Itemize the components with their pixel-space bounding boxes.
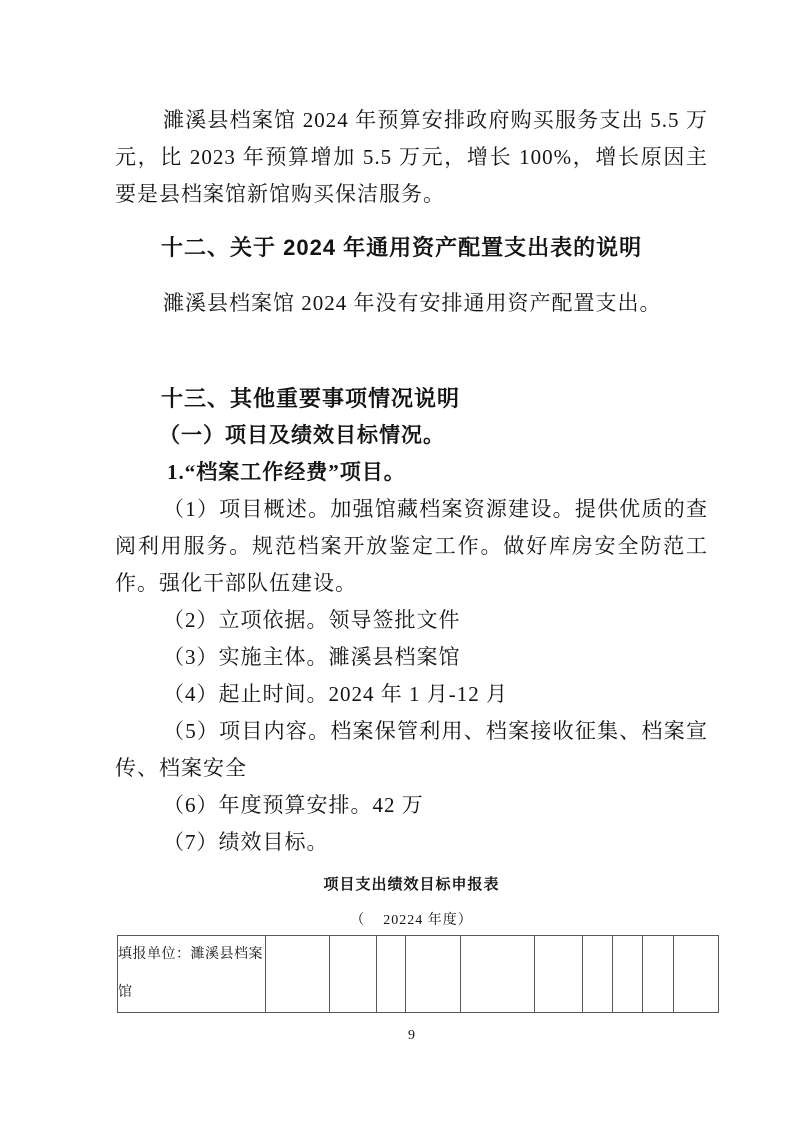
- table-cell-empty: [461, 936, 535, 1013]
- declaration-table-year-caption: （ 20224 年度）: [350, 913, 473, 928]
- table-cell-empty: [330, 936, 377, 1013]
- table-cell-empty: [406, 936, 461, 1013]
- table-cell-filler-unit: 填报单位：濉溪县档案馆: [118, 936, 266, 1013]
- table-cell-empty: [377, 936, 406, 1013]
- table-cell-empty: [643, 936, 674, 1013]
- subheading-project-performance: （一）项目及绩效目标情况。: [159, 423, 445, 447]
- project-item-content: （5）项目内容。档案保管利用、档案接收征集、档案宣传、档案安全: [115, 719, 708, 780]
- project-item-overview: （1）项目概述。加强馆藏档案资源建设。提供优质的查阅利用服务。规范档案开放鉴定工作。做好库房安全防范工作。强化干部队伍建设。: [115, 497, 708, 595]
- page-number: 9: [408, 1028, 415, 1043]
- performance-target-declaration-table: [117, 935, 719, 1013]
- paragraph-government-purchase-services: 濉溪县档案馆 2024 年预算安排政府购买服务支出 5.5 万元，比 2023 年预算增加 5.5 万元，增长 100%，增长原因主要是县档案馆新馆购买保洁服务。: [115, 108, 708, 206]
- section-heading-13: 十三、其他重要事项情况说明: [161, 386, 461, 411]
- table-cell-empty: [266, 936, 330, 1013]
- project-item-duration: （4）起止时间。2024 年 1 月-12 月: [163, 682, 508, 706]
- table-cell-empty: [674, 936, 719, 1013]
- project-item-annual-budget: （6）年度预算安排。42 万: [163, 793, 424, 817]
- project-item-implementer: （3）实施主体。濉溪县档案馆: [163, 645, 461, 669]
- subheading-archive-funds-project: 1.“档案工作经费”项目。: [167, 460, 406, 484]
- table-cell-empty: [583, 936, 613, 1013]
- section-heading-12: 十二、关于 2024 年通用资产配置支出表的说明: [161, 235, 643, 260]
- table-cell-empty: [535, 936, 583, 1013]
- table-cell-empty: [613, 936, 643, 1013]
- declaration-table-title: 项目支出绩效目标申报表: [323, 876, 500, 893]
- page-content: [115, 0, 708, 1013]
- project-item-performance-target: （7）绩效目标。: [163, 830, 329, 854]
- project-item-basis: （2）立项依据。领导签批文件: [163, 608, 461, 632]
- table-row: [118, 936, 719, 1013]
- paragraph-section-12-body: 濉溪县档案馆 2024 年没有安排通用资产配置支出。: [163, 291, 662, 315]
